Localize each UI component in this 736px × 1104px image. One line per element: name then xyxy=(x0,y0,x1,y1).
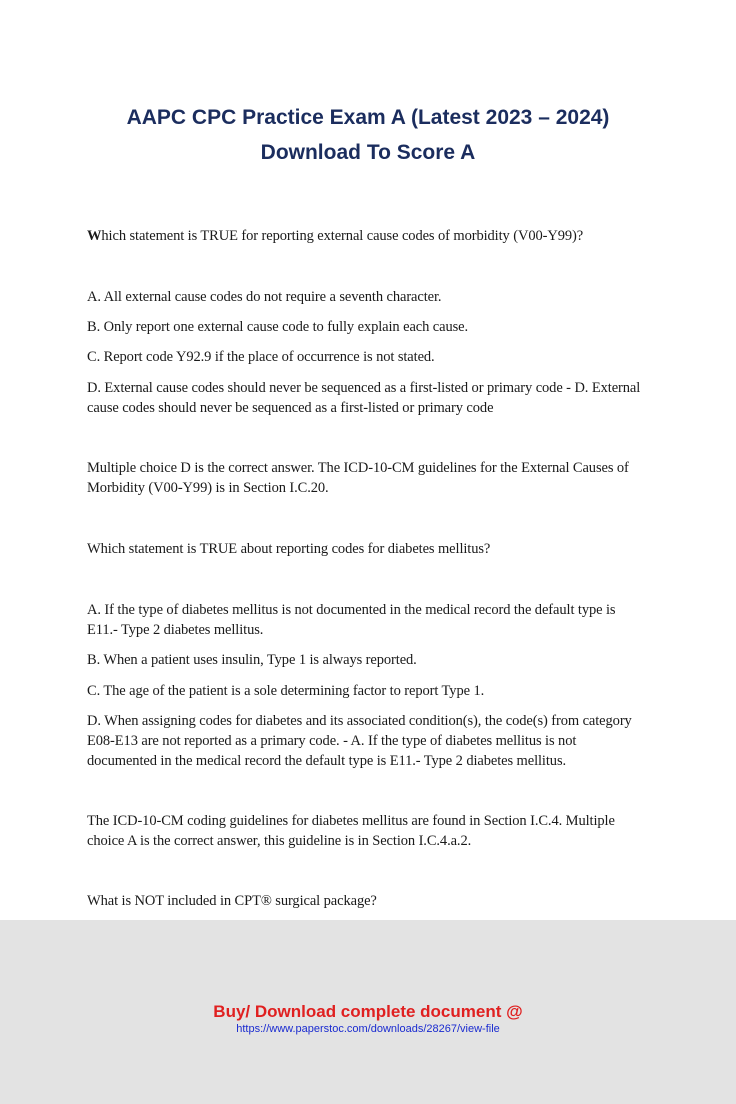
q1-option-b: B. Only report one external cause code to fully explain each cause. xyxy=(87,319,469,335)
question-1-text: hich statement is TRUE for reporting external cause codes of morbidity (V00-Y99)? xyxy=(101,228,584,244)
q1-option-c: C. Report code Y92.9 if the place of occurrence is not stated. xyxy=(87,349,435,365)
buy-download-heading: Buy/ Download complete document @ xyxy=(213,1002,523,1021)
download-footer xyxy=(0,920,736,1104)
q1-option-a: A. All external cause codes do not require a seventh character. xyxy=(87,289,442,305)
q2-option-a: A. If the type of diabetes mellitus is not documented in the medical record the default type is E11.- Type 2 diabetes mellitus. xyxy=(87,602,616,638)
q2-explanation: The ICD-10-CM coding guidelines for diabetes mellitus are found in Section I.C.4. Multiple choice A is the correct answer, this guideline is in Section I.C.4.a.2. xyxy=(87,813,615,849)
document-title xyxy=(0,100,736,170)
question-1 xyxy=(87,226,647,246)
question-2: Which statement is TRUE about reporting codes for diabetes mellitus? xyxy=(87,541,491,557)
q2-option-c: C. The age of the patient is a sole determining factor to report Type 1. xyxy=(87,683,485,699)
title-line-2: Download To Score A xyxy=(260,141,476,164)
q1-option-d: D. External cause codes should never be sequenced as a first-listed or primary code - D. External cause codes should never be sequenced as a first-listed or primary code xyxy=(87,380,641,416)
q2-option-b: B. When a patient uses insulin, Type 1 is always reported. xyxy=(87,652,417,668)
q1-explanation: Multiple choice D is the correct answer. The ICD-10-CM guidelines for the External Causes of Morbidity (V00-Y99) is in Section I.C.20. xyxy=(87,460,629,496)
download-link[interactable]: https://www.paperstoc.com/downloads/28267/view-file xyxy=(236,1023,500,1035)
question-1-initial: W xyxy=(87,228,102,244)
question-3: What is NOT included in CPT® surgical package? xyxy=(87,893,377,909)
q2-option-d: D. When assigning codes for diabetes and its associated condition(s), the code(s) from category E08-E13 are not reported as a primary code. - A. If the type of diabetes mellitus is not documented in the medical record the default type is E11.- Type 2 diabetes mellitus. xyxy=(87,713,632,769)
title-line-1: AAPC CPC Practice Exam A (Latest 2023 – 2024) xyxy=(126,106,610,129)
